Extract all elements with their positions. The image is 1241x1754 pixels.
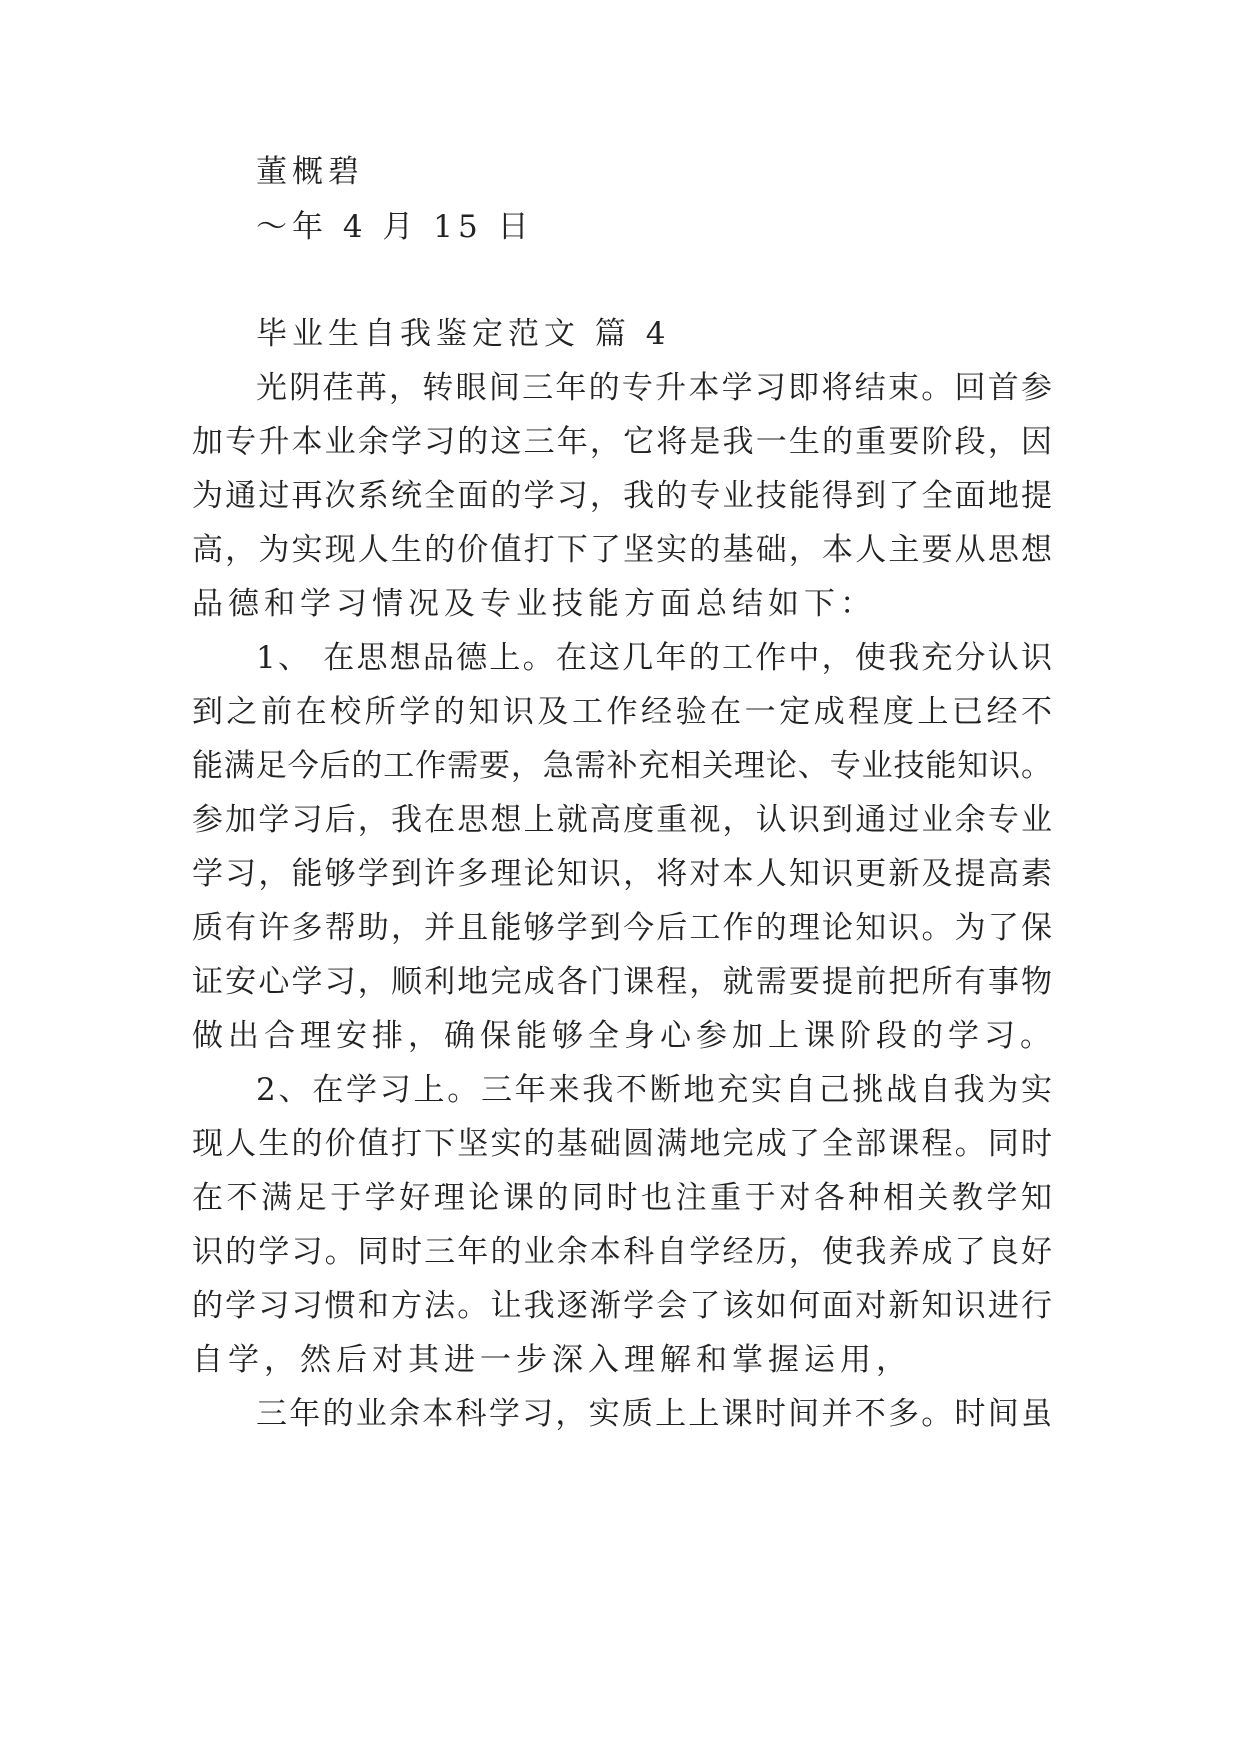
- paragraph-line: 高，为实现人生的价值打下了坚实的基础，本人主要从思想: [192, 532, 1052, 568]
- paragraph-line: 识的学习。同时三年的业余本科自学经历，使我养成了良好: [192, 1234, 1052, 1270]
- signature-name: 董概碧: [256, 154, 364, 190]
- paragraph-line: 加专升本业余学习的这三年，它将是我一生的重要阶段，因: [192, 424, 1052, 460]
- signature-date: ～年 4 月 15 日: [256, 209, 534, 245]
- paragraph-line: 品德和学习情况及专业技能方面总结如下：: [192, 586, 876, 622]
- paragraph-line: 质有许多帮助，并且能够学到今后工作的理论知识。为了保: [192, 910, 1052, 946]
- paragraph-line: 1、 在思想品德上。在这几年的工作中，使我充分认识: [256, 640, 1052, 676]
- paragraph-line: 做出合理安排，确保能够全身心参加上课阶段的学习。: [192, 1018, 1056, 1054]
- section-title: 毕业生自我鉴定范文 篇 4: [256, 316, 671, 352]
- paragraph-line: 证安心学习，顺利地完成各门课程，就需要提前把所有事物: [192, 964, 1052, 1000]
- paragraph-line: 现人生的价值打下坚实的基础圆满地完成了全部课程。同时: [192, 1126, 1052, 1162]
- paragraph-line: 学习，能够学到许多理论知识，将对本人知识更新及提高素: [192, 856, 1052, 892]
- paragraph-line: 在不满足于学好理论课的同时也注重于对各种相关教学知: [192, 1180, 1052, 1216]
- paragraph-line: 能满足今后的工作需要，急需补充相关理论、专业技能知识。: [192, 748, 1052, 784]
- paragraph-line: 参加学习后，我在思想上就高度重视，认识到通过业余专业: [192, 802, 1052, 838]
- paragraph-line: 为通过再次系统全面的学习，我的专业技能得到了全面地提: [192, 478, 1052, 514]
- paragraph-line: 到之前在校所学的知识及工作经验在一定成程度上已经不: [192, 694, 1052, 730]
- paragraph-line: 的学习习惯和方法。让我逐渐学会了该如何面对新知识进行: [192, 1288, 1052, 1324]
- paragraph-line: 自学，然后对其进一步深入理解和掌握运用，: [192, 1342, 912, 1378]
- paragraph-line: 三年的业余本科学习，实质上上课时间并不多。时间虽: [256, 1396, 1052, 1432]
- paragraph-line: 2、在学习上。三年来我不断地充实自己挑战自我为实: [256, 1072, 1052, 1108]
- paragraph-line: 光阴荏苒，转眼间三年的专升本学习即将结束。回首参: [256, 370, 1052, 406]
